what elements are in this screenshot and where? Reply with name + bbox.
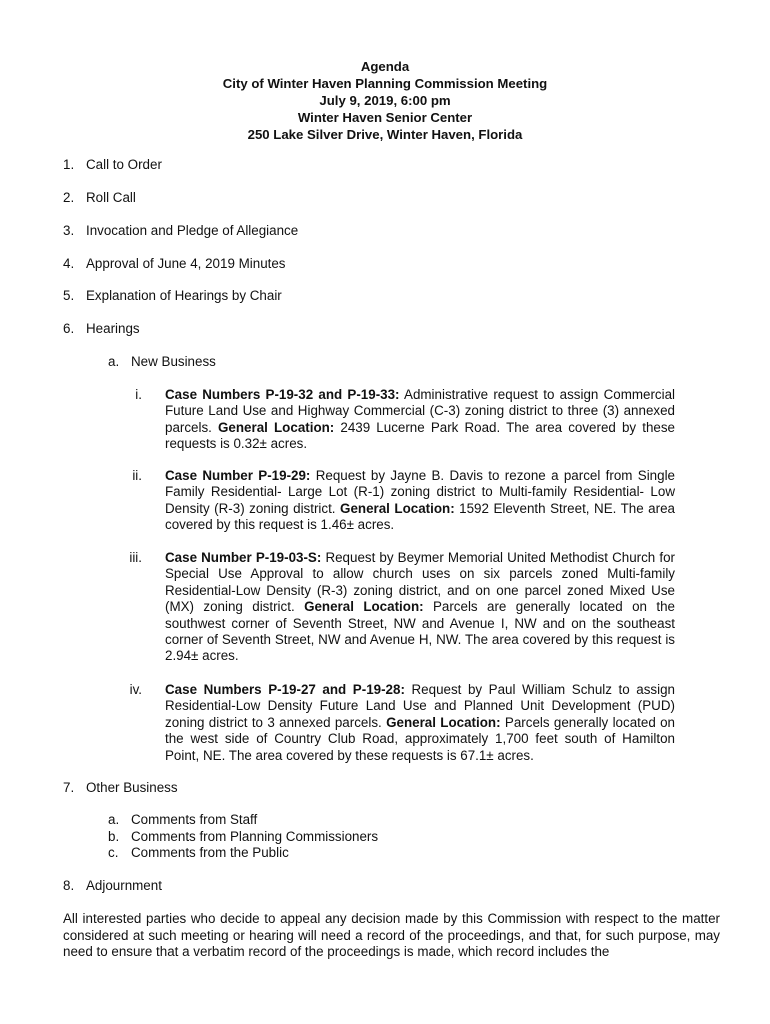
header-venue: Winter Haven Senior Center bbox=[297, 110, 473, 125]
agenda-item bbox=[63, 222, 298, 239]
case-location-text: Parcels generally located on the west side of Country Club Road, approximately 1,700 feet south of Hamilton Point, NE. The area covered by these requests is 67.1± acres. bbox=[165, 714, 675, 763]
agenda-item bbox=[63, 287, 282, 304]
case-text: Request by Jayne B. Davis to rezone a parcel from Single Family Residential- Large Lot (R-1) zoning district to Multi-family Residential- Low Density (R-3) zoning district. bbox=[165, 468, 676, 516]
case-location-text: Parcels are generally located on the southwest corner of Seventh Street, NW and Avenue I, NW and on the southeast corner of Seventh Street, NW and Avenue H, NW. The area covered by this request is 2.94± acres. bbox=[165, 599, 675, 664]
item-number: 6. bbox=[63, 321, 75, 336]
case-body bbox=[165, 468, 675, 534]
agenda-item bbox=[63, 255, 286, 272]
agenda-item-hearings bbox=[63, 320, 140, 337]
agenda-item bbox=[63, 189, 136, 206]
case-title: Case Number P-19-29: bbox=[165, 468, 311, 483]
list-letter: b. bbox=[108, 828, 120, 844]
item-text: Approval of June 4, 2019 Minutes bbox=[86, 256, 286, 271]
header-title: Agenda bbox=[360, 59, 410, 74]
case-body bbox=[165, 682, 675, 764]
item-number: 7. bbox=[63, 780, 75, 795]
case-location-label: General Location: bbox=[218, 419, 335, 435]
sub-text: New Business bbox=[131, 354, 216, 369]
header-address: 250 Lake Silver Drive, Winter Haven, Florida bbox=[247, 127, 523, 142]
header-date-time: July 9, 2019, 6:00 pm bbox=[319, 93, 451, 108]
case-number: iii. bbox=[129, 550, 142, 565]
case-title: Case Numbers P-19-32 and P-19-33: bbox=[165, 387, 400, 402]
item-number: 1. bbox=[63, 157, 75, 172]
item-text: Invocation and Pledge of Allegiance bbox=[86, 223, 299, 238]
case-location-text: 1592 Eleventh Street, NE. The area covered by this request is 1.46± acres. bbox=[165, 500, 675, 533]
item-text: Roll Call bbox=[86, 190, 136, 205]
other-business-list bbox=[108, 812, 378, 862]
list-item bbox=[108, 829, 378, 846]
case-body bbox=[165, 387, 675, 453]
list-text: Comments from Staff bbox=[131, 812, 258, 827]
item-text: Other Business bbox=[86, 780, 178, 795]
item-text: Hearings bbox=[86, 321, 140, 336]
agenda-header bbox=[0, 58, 770, 143]
case-title: Case Numbers P-19-27 and P-19-28: bbox=[165, 682, 405, 697]
agenda-item bbox=[63, 156, 162, 173]
case-text: Request by Beymer Memorial United Methodist Church for Special Use Approval to allow church uses on six parcels zoned Multi-family Residential-Low Density (R-3) zoning district, and on one parcel zoned Mixed Use (MX) zoning district. bbox=[165, 550, 675, 615]
case-location-label: General Location: bbox=[386, 714, 501, 730]
case-number: iv. bbox=[129, 682, 142, 697]
new-business-heading bbox=[108, 353, 216, 370]
case-title: Case Number P-19-03-S: bbox=[165, 550, 322, 565]
case-location-label: General Location: bbox=[340, 500, 455, 516]
case-text: Administrative request to assign Commercial Future Land Use and Highway Commercial (C-3) zoning district to three (3) annexed parcels. bbox=[165, 387, 676, 435]
header-meeting-name: City of Winter Haven Planning Commission Meeting bbox=[222, 76, 548, 91]
case-text: Request by Paul William Schulz to assign Residential-Low Density Future Land Use and Planned Unit Development (PUD) zoning district to 3 annexed parcels. bbox=[165, 682, 675, 730]
list-item bbox=[108, 812, 378, 829]
case-number: i. bbox=[135, 387, 142, 402]
agenda-item-adjournment bbox=[63, 877, 162, 894]
list-letter: c. bbox=[108, 845, 119, 861]
list-text: Comments from the Public bbox=[131, 845, 289, 861]
item-number: 4. bbox=[63, 256, 75, 271]
case-number: ii. bbox=[132, 468, 142, 483]
list-letter: a. bbox=[108, 812, 120, 827]
agenda-item-other-business bbox=[63, 779, 178, 796]
case-location-label: General Location: bbox=[304, 599, 424, 615]
item-number: 8. bbox=[63, 878, 75, 893]
sub-number: a. bbox=[108, 354, 120, 369]
item-number: 5. bbox=[63, 288, 75, 303]
item-text: Call to Order bbox=[86, 157, 162, 172]
item-text: Adjournment bbox=[86, 878, 162, 893]
case-body bbox=[165, 550, 675, 665]
list-item bbox=[108, 845, 378, 862]
item-number: 3. bbox=[63, 223, 75, 238]
item-text: Explanation of Hearings by Chair bbox=[86, 288, 282, 303]
list-text: Comments from Planning Commissioners bbox=[131, 828, 379, 844]
appeal-notice: All interested parties who decide to appeal any decision made by this Commission with respect to the matter considered at such meeting or hearing will need a record of the proceedings, and that, for such purpose, may need to ensure that a verbatim record of the proceedings is made, which record includes the bbox=[63, 911, 720, 959]
case-location-text: 2439 Lucerne Park Road. The area covered by these requests is 0.32± acres. bbox=[165, 419, 675, 452]
item-number: 2. bbox=[63, 190, 75, 205]
